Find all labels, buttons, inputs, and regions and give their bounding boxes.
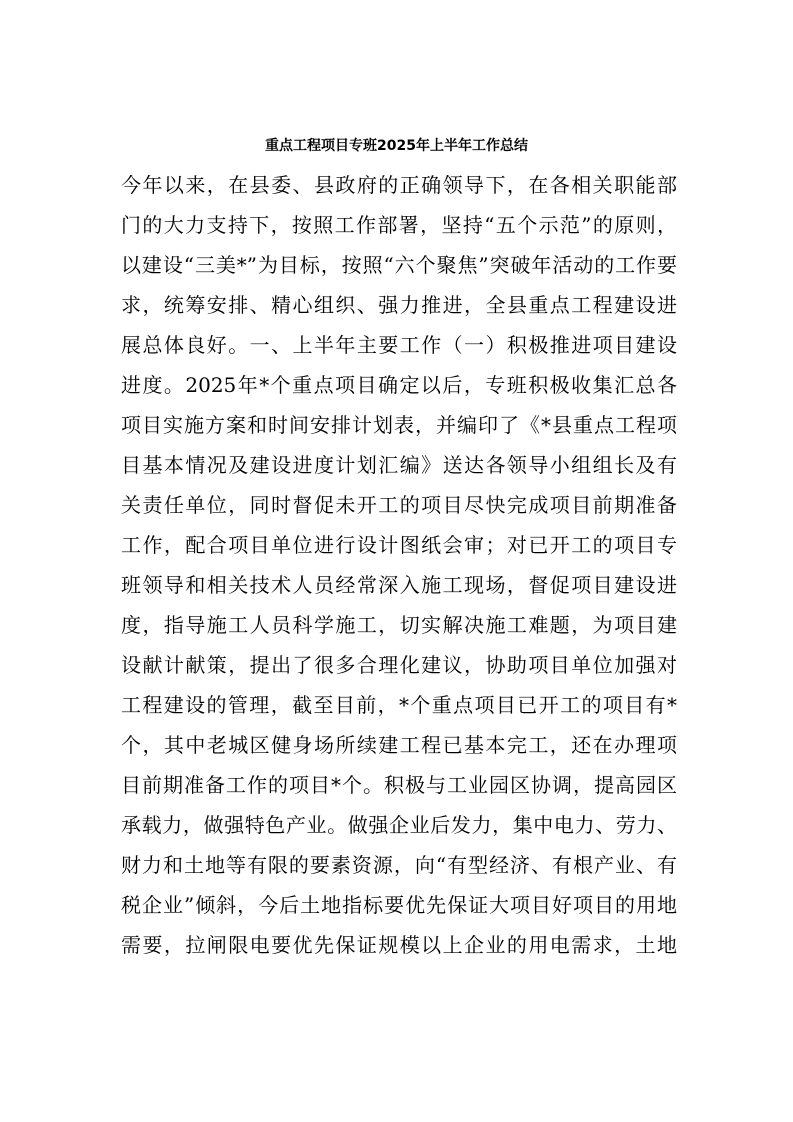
body-line: 关责任单位，同时督促未开工的项目尽快完成项目前期准备: [121, 493, 677, 517]
body-line: 财力和土地等有限的要素资源，向“有型经济、有根产业、有: [121, 853, 677, 877]
body-line: 今年以来，在县委、县政府的正确领导下，在各相关职能部: [121, 173, 677, 197]
document-body: [121, 165, 677, 965]
body-line: 目前期准备工作的项目*个。积极与工业园区协调，提高园区: [121, 773, 677, 797]
body-line: 工程建设的管理，截至目前，*个重点项目已开工的项目有*: [121, 693, 677, 717]
body-line: 目基本情况及建设进度计划汇编》送达各领导小组组长及有: [121, 453, 677, 477]
body-line: 工作，配合项目单位进行设计图纸会审；对已开工的项目专: [121, 533, 677, 557]
body-line: 税企业”倾斜，今后土地指标要优先保证大项目好项目的用地: [121, 893, 677, 917]
document-title: 重点工程项目专班2025年上半年工作总结: [265, 138, 528, 154]
body-line: 门的大力支持下，按照工作部署，坚持“五个示范”的原则，: [121, 213, 677, 237]
body-line: 求，统筹安排、精心组织、强力推进，全县重点工程建设进: [121, 293, 677, 317]
body-line: 个，其中老城区健身场所续建工程已基本完工，还在办理项: [121, 733, 677, 757]
body-line: 以建设“三美*”为目标，按照“六个聚焦”突破年活动的工作要: [121, 253, 677, 277]
body-line: 项目实施方案和时间安排计划表，并编印了《*县重点工程项: [121, 413, 677, 437]
body-line: 需要，拉闸限电要优先保证规模以上企业的用电需求，土地: [121, 933, 677, 957]
body-line: 班领导和相关技术人员经常深入施工现场，督促项目建设进: [121, 573, 677, 597]
body-line: 度，指导施工人员科学施工，切实解决施工难题，为项目建: [121, 613, 677, 637]
body-line: 设献计献策，提出了很多合理化建议，协助项目单位加强对: [121, 653, 677, 677]
body-line: 展总体良好。一、上半年主要工作（一）积极推进项目建设: [121, 333, 677, 357]
body-line: 承载力，做强特色产业。做强企业后发力，集中电力、劳力、: [121, 813, 677, 837]
body-line: 进度。2025年*个重点项目确定以后，专班积极收集汇总各: [121, 373, 677, 397]
